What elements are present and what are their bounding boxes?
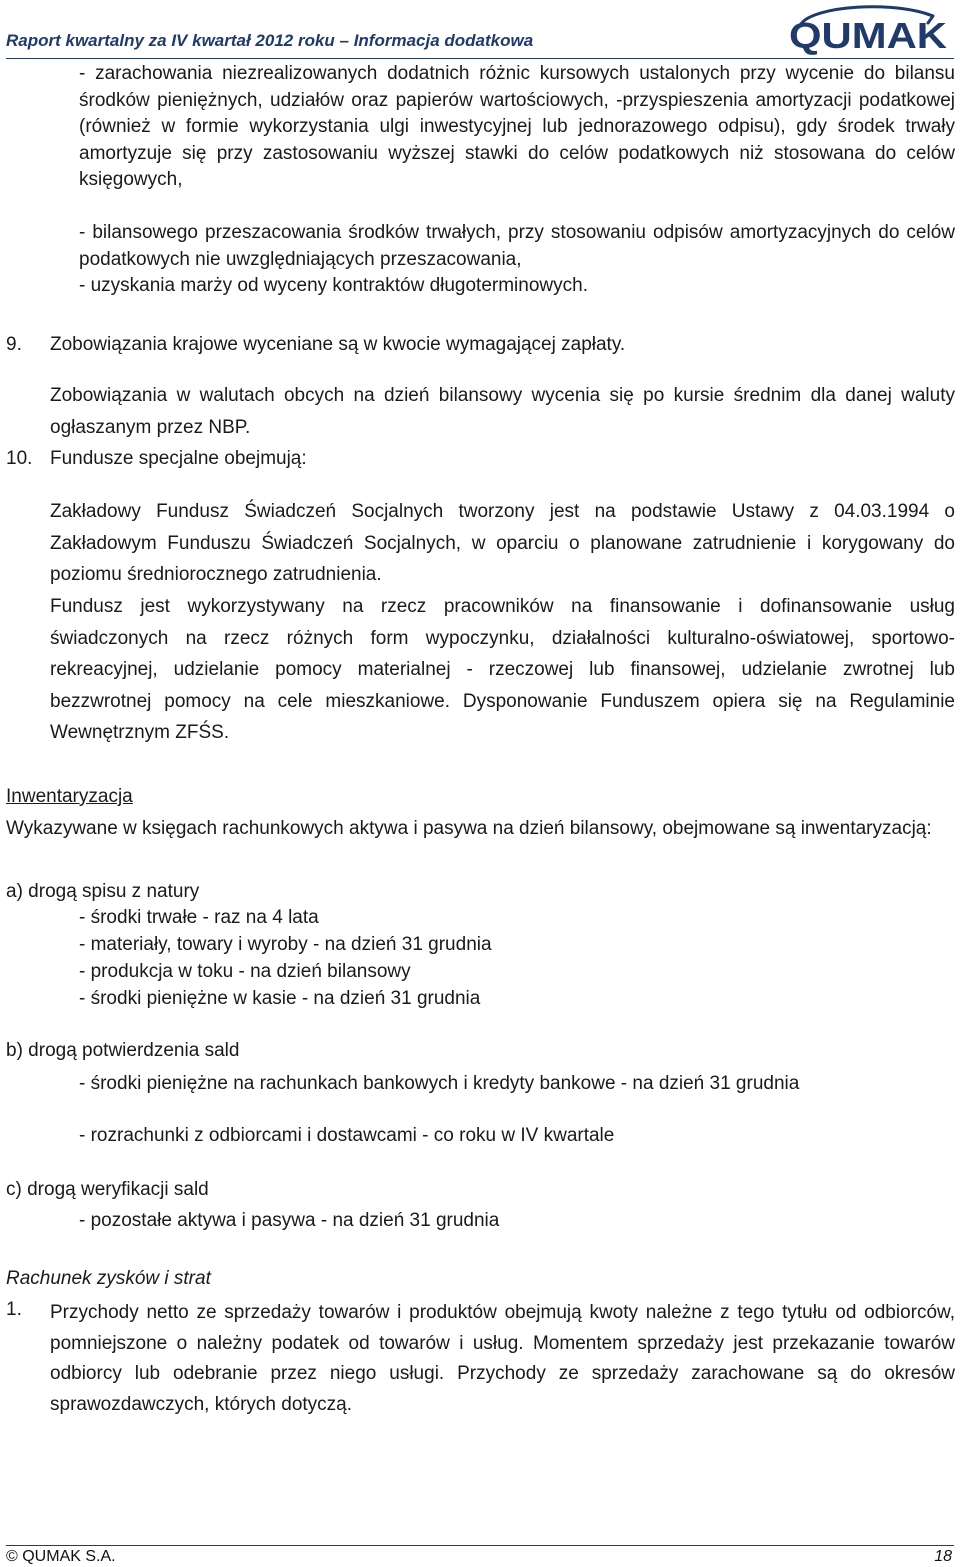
paragraph-revaluation: - bilansowego przeszacowania środków trwałych, przy stosowaniu odpisów amortyzacyjnych do celów podatkowych nie uwzględniających przeszacowania, [79, 222, 955, 270]
header-rule [6, 58, 954, 59]
item-10-text: Fundusze specjalne obejmują: [50, 448, 307, 469]
list-item: - rozrachunki z odbiorcami i dostawcami - co roku w IV kwartale [79, 1125, 615, 1146]
rachunek-item-text: Przychody netto ze sprzedaży towarów i produktów obejmują kwoty należne z tego tytułu od odbiorców, pomniejszone o należny podatek od towarów i usług. Momentem sprzedaży jest przekazanie towarów odbiorcy lub odebranie przez niego usługi. Przychody ze sprzedaży zarachowane są do okresów sprawozdawczych, których dotyczą. [50, 1302, 955, 1415]
paragraph-long-term-contracts: - uzyskania marży od wyceny kontraktów długoterminowych. [79, 275, 588, 296]
list-item: - środki pieniężne na rachunkach bankowych i kredyty bankowe - na dzień 31 grudnia [79, 1073, 800, 1094]
qumak-logo [783, 2, 953, 58]
rachunek-item-number: 1. [6, 1299, 22, 1320]
list-item: - produkcja w toku - na dzień bilansowy [79, 961, 411, 982]
item-number-9: 9. [6, 334, 22, 355]
footer-copyright: © QUMAK S.A. [6, 1548, 116, 1565]
footer-rule [6, 1545, 954, 1546]
list-item: - pozostałe aktywa i pasywa - na dzień 31 grudnia [79, 1210, 500, 1231]
list-item: - środki trwałe - raz na 4 lata [79, 907, 319, 928]
inwentaryzacja-intro: Wykazywane w księgach rachunkowych aktywa i pasywa na dzień bilansowy, obejmowane są inwentaryzacją: [6, 818, 932, 839]
inwentaryzacja-c-label: c) drogą weryfikacji sald [6, 1179, 209, 1200]
list-item: - materiały, towary i wyroby - na dzień 31 grudnia [79, 934, 492, 955]
page-number: 18 [934, 1548, 952, 1565]
paragraph-deferred-tax-items: - zarachowania niezrealizowanych dodatnich różnic kursowych ustalonych przy wycenie do bilansu środków pieniężnych, udziałów oraz papierów wartościowych, -przyspieszenia amortyzacji podatkowej (również w formie wykorzystania ulgi inwestycyjnej lub jednorazowego odpisu), gdy środek trwały amortyzuje się przy zastosowaniu wyższej stawki do celów podatkowych niż stosowana do celów księgowych, [79, 63, 955, 190]
item-9-foreign-currency: Zobowiązania w walutach obcych na dzień bilansowy wycenia się po kursie średnim dla danej waluty ogłaszanym przez NBP. [50, 385, 955, 438]
item-9-text: Zobowiązania krajowe wyceniane są w kwocie wymagającej zapłaty. [50, 334, 626, 355]
inwentaryzacja-b-label: b) drogą potwierdzenia sald [6, 1040, 240, 1061]
heading-inwentaryzacja: Inwentaryzacja [6, 786, 133, 807]
list-item: - środki pieniężne w kasie - na dzień 31 grudnia [79, 988, 481, 1009]
inwentaryzacja-a-label: a) drogą spisu z natury [6, 881, 200, 902]
svg-text:QUMAK: QUMAK [789, 15, 948, 56]
item-10-zfss-basis: Zakładowy Fundusz Świadczeń Socjalnych tworzony jest na podstawie Ustawy z 04.03.1994 o Zakładowym Funduszu Świadczeń Socjalnych, w oparciu o planowane zatrudnienie i korygowany do poziomu średniorocznego zatrudnienia. [50, 501, 955, 585]
item-number-10: 10. [6, 448, 33, 469]
heading-rachunek-zyskow-i-strat: Rachunek zysków i strat [6, 1268, 211, 1289]
report-header-title: Raport kwartalny za IV kwartał 2012 roku – Informacja dodatkowa [6, 31, 534, 50]
item-10-zfss-usage: Fundusz jest wykorzystywany na rzecz pracowników na finansowanie i dofinansowanie usług świadczonych na rzecz różnych form wypoczynku, działalności kulturalno-oświatowej, sportowo-rekreacyjnej, udzielanie pomocy materialnej - rzeczowej lub finansowej, udzielanie zwrotnej lub bezzwrotnej pomocy na cele mieszkaniowe. Dysponowanie Funduszem opiera się na Regulaminie Wewnętrznym ZFŚS. [50, 596, 955, 743]
